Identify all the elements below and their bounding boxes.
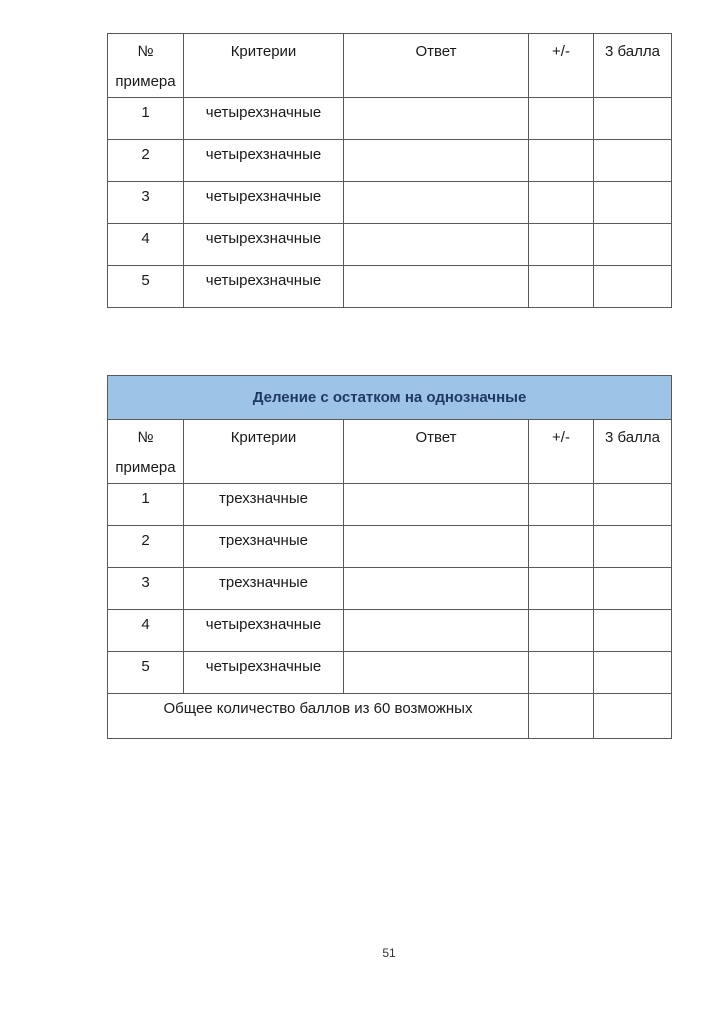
score-cell bbox=[594, 98, 672, 140]
col-header-answer: Ответ bbox=[344, 420, 529, 484]
answer-cell bbox=[344, 568, 529, 610]
answer-cell bbox=[344, 484, 529, 526]
col-header-num-line1: № bbox=[137, 43, 154, 60]
row-num: 5 bbox=[108, 652, 184, 694]
answer-cell bbox=[344, 652, 529, 694]
row-criteria: четырехзначные bbox=[184, 140, 344, 182]
score-cell bbox=[594, 484, 672, 526]
row-criteria: четырехзначные bbox=[184, 610, 344, 652]
col-header-num bbox=[108, 34, 184, 98]
row-num: 2 bbox=[108, 526, 184, 568]
col-header-num-line2: примера bbox=[115, 459, 176, 476]
sign-cell bbox=[529, 140, 594, 182]
col-header-score: 3 балла bbox=[594, 420, 672, 484]
sign-cell bbox=[529, 98, 594, 140]
table-row bbox=[108, 610, 672, 652]
table-row bbox=[108, 266, 672, 308]
row-num: 4 bbox=[108, 610, 184, 652]
score-cell bbox=[594, 652, 672, 694]
answer-cell bbox=[344, 140, 529, 182]
score-cell bbox=[594, 568, 672, 610]
score-cell bbox=[594, 610, 672, 652]
table-row bbox=[108, 484, 672, 526]
sign-cell bbox=[529, 266, 594, 308]
row-criteria: четырехзначные bbox=[184, 98, 344, 140]
col-header-answer: Ответ bbox=[344, 34, 529, 98]
col-header-num-line1: № bbox=[137, 429, 154, 446]
sign-cell bbox=[529, 568, 594, 610]
sign-cell bbox=[529, 484, 594, 526]
answer-cell bbox=[344, 224, 529, 266]
row-num: 3 bbox=[108, 182, 184, 224]
table-row bbox=[108, 140, 672, 182]
table-row bbox=[108, 224, 672, 266]
row-criteria: четырехзначные bbox=[184, 182, 344, 224]
score-cell bbox=[594, 694, 672, 739]
table-row bbox=[108, 568, 672, 610]
document-content bbox=[107, 33, 671, 739]
row-num: 3 bbox=[108, 568, 184, 610]
answer-cell bbox=[344, 182, 529, 224]
sign-cell bbox=[529, 652, 594, 694]
score-cell bbox=[594, 182, 672, 224]
answer-cell bbox=[344, 266, 529, 308]
table-row bbox=[108, 526, 672, 568]
table2-header-row bbox=[108, 420, 672, 484]
row-criteria: четырехзначные bbox=[184, 224, 344, 266]
table1-header-row bbox=[108, 34, 672, 98]
table2-title: Деление с остатком на однозначные bbox=[108, 376, 672, 420]
score-cell bbox=[594, 266, 672, 308]
sign-cell bbox=[529, 694, 594, 739]
table-row bbox=[108, 652, 672, 694]
table-row bbox=[108, 182, 672, 224]
table2-footer-row bbox=[108, 694, 672, 739]
answer-cell bbox=[344, 98, 529, 140]
col-header-sign: +/- bbox=[529, 34, 594, 98]
row-criteria: трехзначные bbox=[184, 484, 344, 526]
row-num: 2 bbox=[108, 140, 184, 182]
page-number: 51 bbox=[382, 946, 396, 960]
total-score-label: Общее количество баллов из 60 возможных bbox=[108, 694, 529, 739]
col-header-num bbox=[108, 420, 184, 484]
sign-cell bbox=[529, 610, 594, 652]
row-criteria: четырехзначные bbox=[184, 652, 344, 694]
criteria-table-1 bbox=[107, 33, 672, 308]
row-num: 5 bbox=[108, 266, 184, 308]
score-cell bbox=[594, 140, 672, 182]
row-num: 1 bbox=[108, 98, 184, 140]
sign-cell bbox=[529, 526, 594, 568]
row-criteria: трехзначные bbox=[184, 568, 344, 610]
answer-cell bbox=[344, 526, 529, 568]
col-header-criteria: Критерии bbox=[184, 420, 344, 484]
score-cell bbox=[594, 526, 672, 568]
row-criteria: четырехзначные bbox=[184, 266, 344, 308]
table-row bbox=[108, 98, 672, 140]
col-header-criteria: Критерии bbox=[184, 34, 344, 98]
table2-title-row bbox=[108, 376, 672, 420]
row-num: 1 bbox=[108, 484, 184, 526]
sign-cell bbox=[529, 182, 594, 224]
criteria-table-2 bbox=[107, 375, 672, 739]
col-header-sign: +/- bbox=[529, 420, 594, 484]
row-criteria: трехзначные bbox=[184, 526, 344, 568]
score-cell bbox=[594, 224, 672, 266]
table-gap bbox=[107, 308, 671, 375]
col-header-num-line2: примера bbox=[115, 73, 176, 90]
row-num: 4 bbox=[108, 224, 184, 266]
sign-cell bbox=[529, 224, 594, 266]
answer-cell bbox=[344, 610, 529, 652]
col-header-score: 3 балла bbox=[594, 34, 672, 98]
